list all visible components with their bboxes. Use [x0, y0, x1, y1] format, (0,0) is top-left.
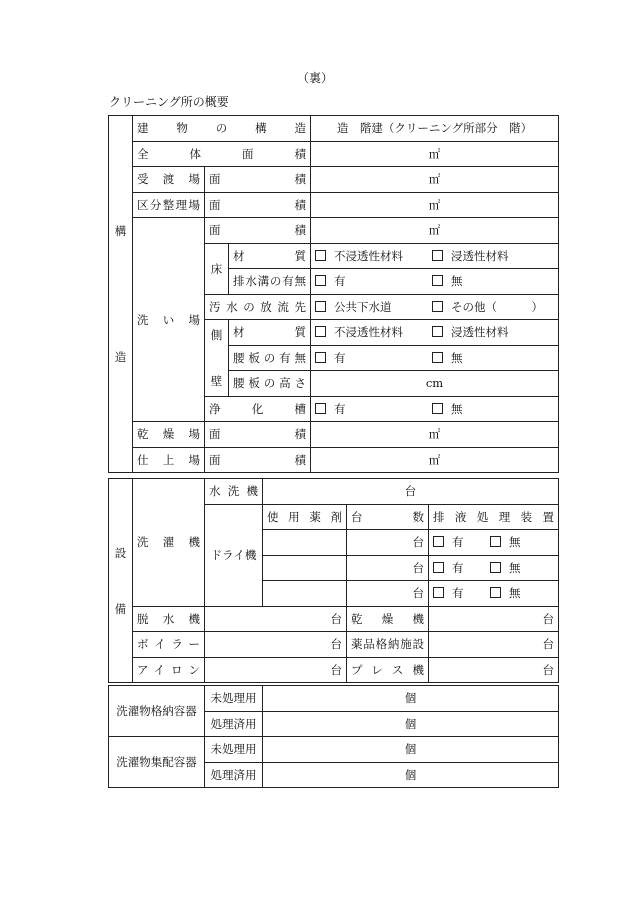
- exhaust-options[interactable]: 有 無: [429, 555, 559, 581]
- solvent-header: 使用薬剤: [263, 504, 347, 530]
- washing-area-label: 洗 い 場: [133, 218, 205, 422]
- press-label: プレス機: [347, 657, 429, 683]
- washer-label: 洗 濯 機: [133, 479, 205, 607]
- panel-height-label: 腰板の高さ: [229, 371, 311, 397]
- checkbox[interactable]: [490, 587, 501, 598]
- exhaust-options[interactable]: 有 無: [429, 581, 559, 607]
- finishing-area-label: 面 積: [205, 447, 311, 473]
- unprocessed-label: 未処理用: [205, 737, 263, 763]
- delivery-processed-value[interactable]: 個: [263, 762, 559, 788]
- checkbox[interactable]: [432, 250, 443, 261]
- washing-area-value[interactable]: ㎡: [311, 218, 559, 244]
- checkbox[interactable]: [433, 562, 444, 573]
- finishing-label: 仕 上 場: [133, 447, 205, 473]
- checkbox[interactable]: [490, 562, 501, 573]
- wall-label: 側 壁: [205, 320, 229, 397]
- structure-table: [108, 115, 559, 473]
- discharge-options[interactable]: 公共下水道 その他（ ）: [311, 294, 559, 320]
- solvent-value[interactable]: [263, 581, 347, 607]
- checkbox[interactable]: [315, 352, 326, 363]
- solvent-value[interactable]: [263, 555, 347, 581]
- containers-table: [108, 685, 559, 788]
- press-value[interactable]: 台: [429, 657, 559, 683]
- extractor-value[interactable]: 台: [205, 606, 347, 632]
- dryer-label: 乾 燥 機: [347, 606, 429, 632]
- wall-material-options[interactable]: 不浸透性材料 浸透性材料: [311, 320, 559, 346]
- count-value[interactable]: 台: [347, 555, 429, 581]
- finishing-area-value[interactable]: ㎡: [311, 447, 559, 473]
- exhaust-options[interactable]: 有 無: [429, 530, 559, 556]
- receiving-area-value[interactable]: ㎡: [311, 167, 559, 193]
- storage-unprocessed-value[interactable]: 個: [263, 686, 559, 712]
- checkbox[interactable]: [315, 275, 326, 286]
- panel-height-value[interactable]: cm: [311, 371, 559, 397]
- sorting-area-label: 面 積: [205, 192, 311, 218]
- water-washer-value[interactable]: 台: [263, 479, 559, 505]
- checkbox[interactable]: [432, 301, 443, 312]
- extractor-label: 脱 水 機: [133, 606, 205, 632]
- receiving-label: 受 渡 場: [133, 167, 205, 193]
- section-title: クリーニング所の概要: [109, 95, 229, 109]
- panel-options[interactable]: 有 無: [311, 345, 559, 371]
- iron-label: アイロン: [133, 657, 205, 683]
- building-structure-value[interactable]: 造 階建（クリーニング所部分 階）: [311, 116, 559, 142]
- drying-label: 乾 燥 場: [133, 422, 205, 448]
- total-area-label: 全 体 面 積: [133, 141, 311, 167]
- storage-processed-value[interactable]: 個: [263, 711, 559, 737]
- drying-area-label: 面 積: [205, 422, 311, 448]
- water-washer-label: 水 洗 機: [205, 479, 263, 505]
- checkbox[interactable]: [432, 352, 443, 363]
- sorting-label: 区分整理場: [133, 192, 205, 218]
- checkbox[interactable]: [433, 587, 444, 598]
- panel-label: 腰板の有無: [229, 345, 311, 371]
- checkbox[interactable]: [490, 536, 501, 547]
- checkbox[interactable]: [432, 275, 443, 286]
- drain-options[interactable]: 有 無: [311, 269, 559, 295]
- checkbox[interactable]: [315, 403, 326, 414]
- floor-material-options[interactable]: 不浸透性材料 浸透性材料: [311, 243, 559, 269]
- count-value[interactable]: 台: [347, 530, 429, 556]
- boiler-label: ボイラー: [133, 632, 205, 658]
- equipment-table: [108, 478, 559, 683]
- floor-material-label: 材 質: [229, 243, 311, 269]
- septic-label: 浄 化 槽: [205, 396, 311, 422]
- page-marker: （裏）: [296, 71, 333, 85]
- checkbox[interactable]: [315, 250, 326, 261]
- storage-container-label: 洗濯物格納容器: [109, 686, 205, 737]
- equipment-group-label: 設 備: [109, 479, 133, 683]
- delivery-container-label: 洗濯物集配容器: [109, 737, 205, 788]
- count-value[interactable]: 台: [347, 581, 429, 607]
- wall-material-label: 材 質: [229, 320, 311, 346]
- receiving-area-label: 面 積: [205, 167, 311, 193]
- chemical-storage-label: 薬品格納施設: [347, 632, 429, 658]
- checkbox[interactable]: [315, 301, 326, 312]
- delivery-unprocessed-value[interactable]: 個: [263, 737, 559, 763]
- iron-value[interactable]: 台: [205, 657, 347, 683]
- checkbox[interactable]: [432, 326, 443, 337]
- septic-options[interactable]: 有 無: [311, 396, 559, 422]
- structure-group-label: 構 造: [109, 116, 133, 473]
- checkbox[interactable]: [433, 536, 444, 547]
- processed-label: 処理済用: [205, 762, 263, 788]
- checkbox[interactable]: [432, 403, 443, 414]
- sorting-area-value[interactable]: ㎡: [311, 192, 559, 218]
- drain-label: 排水溝の有無: [229, 269, 311, 295]
- unprocessed-label: 未処理用: [205, 686, 263, 712]
- dry-cleaner-label: ドライ機: [205, 504, 263, 606]
- discharge-label: 汚水の放流先: [205, 294, 311, 320]
- floor-label: 床: [205, 243, 229, 294]
- washing-area-sub-label: 面 積: [205, 218, 311, 244]
- chemical-storage-value[interactable]: 台: [429, 632, 559, 658]
- exhaust-header: 排液処理装置: [429, 504, 559, 530]
- checkbox[interactable]: [315, 326, 326, 337]
- solvent-value[interactable]: [263, 530, 347, 556]
- count-header: 台 数: [347, 504, 429, 530]
- processed-label: 処理済用: [205, 711, 263, 737]
- total-area-value[interactable]: ㎡: [311, 141, 559, 167]
- boiler-value[interactable]: 台: [205, 632, 347, 658]
- building-structure-label: 建 物 の 構 造: [133, 116, 311, 142]
- drying-area-value[interactable]: ㎡: [311, 422, 559, 448]
- dryer-value[interactable]: 台: [429, 606, 559, 632]
